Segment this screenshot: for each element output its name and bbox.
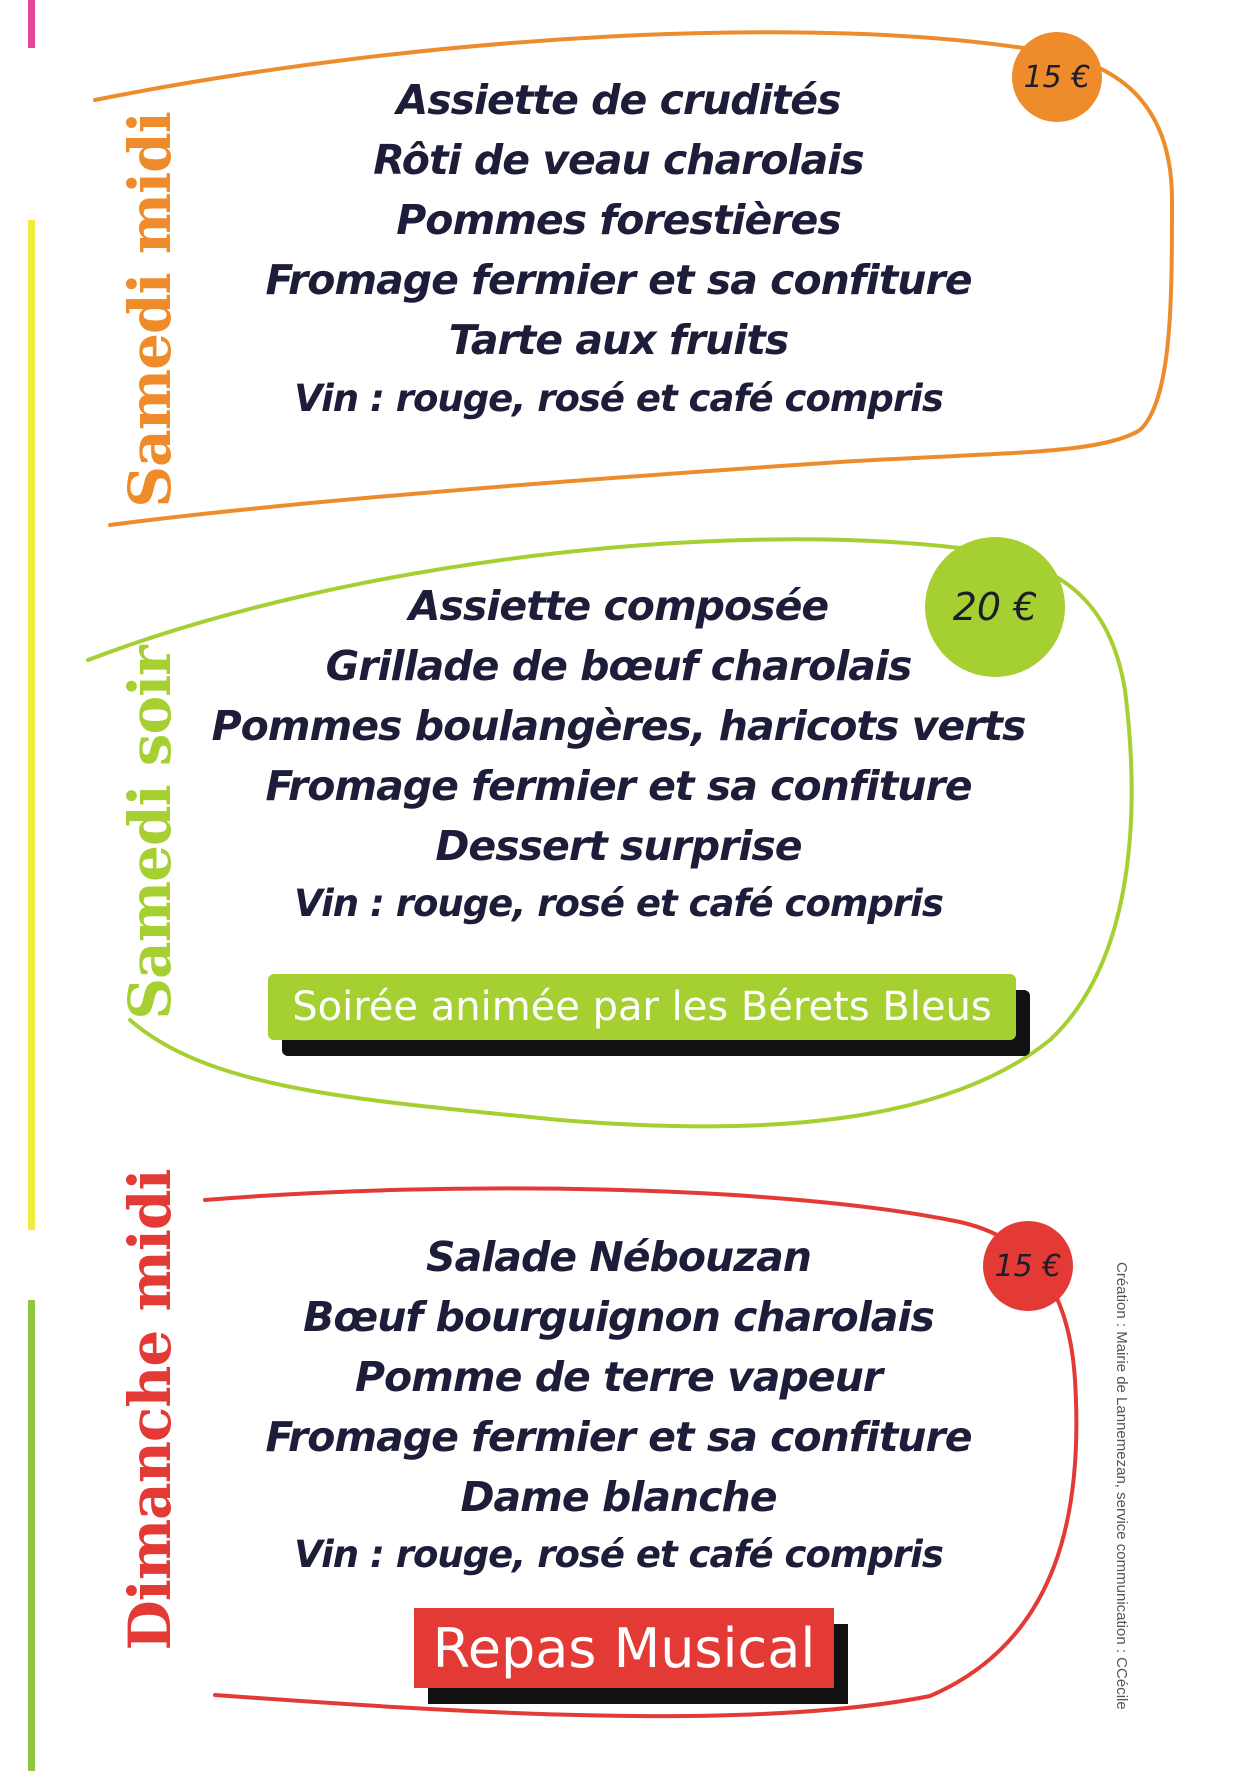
- menu-item: Fromage fermier et sa confiture: [265, 762, 972, 810]
- price-value: 15 €: [994, 1248, 1062, 1284]
- menu-item: Bœuf bourguignon charolais: [303, 1293, 934, 1341]
- credit-line: Création : Mairie de Lannemezan, service communication : CCécile: [1113, 1262, 1130, 1710]
- menu-item: Pommes boulangères, haricots verts: [211, 702, 1026, 750]
- menu-item: Grillade de bœuf charolais: [325, 642, 912, 690]
- price-value: 15 €: [1023, 59, 1091, 95]
- event-banner: [268, 974, 1016, 1040]
- menu-item: Tarte aux fruits: [448, 316, 789, 364]
- menu-item: Rôti de veau charolais: [373, 136, 864, 184]
- event-banner: [414, 1608, 834, 1688]
- menu-item: Pomme de terre vapeur: [354, 1353, 883, 1401]
- wine-line: Vin : rouge, rosé et café compris: [294, 377, 943, 420]
- menu-item: Dessert surprise: [435, 822, 802, 870]
- wine-line: Vin : rouge, rosé et café compris: [294, 1533, 943, 1576]
- menu-item: Salade Nébouzan: [426, 1233, 811, 1281]
- price-value: 20 €: [952, 585, 1038, 629]
- menu-item: Assiette de crudités: [396, 76, 841, 124]
- section-label: Samedi midi: [116, 112, 184, 508]
- section-label: Dimanche midi: [116, 1169, 184, 1651]
- menu-item: Assiette composée: [408, 582, 829, 630]
- menu-item: Pommes forestières: [396, 196, 841, 244]
- wine-line: Vin : rouge, rosé et café compris: [294, 882, 943, 925]
- section-label: Samedi soir: [116, 646, 184, 1020]
- banner-text: Soirée animée par les Bérets Bleus: [292, 984, 992, 1030]
- banner-text: Repas Musical: [432, 1616, 816, 1680]
- menu-item: Dame blanche: [460, 1473, 777, 1521]
- menu-item: Fromage fermier et sa confiture: [265, 1413, 972, 1461]
- menu-item: Fromage fermier et sa confiture: [265, 256, 972, 304]
